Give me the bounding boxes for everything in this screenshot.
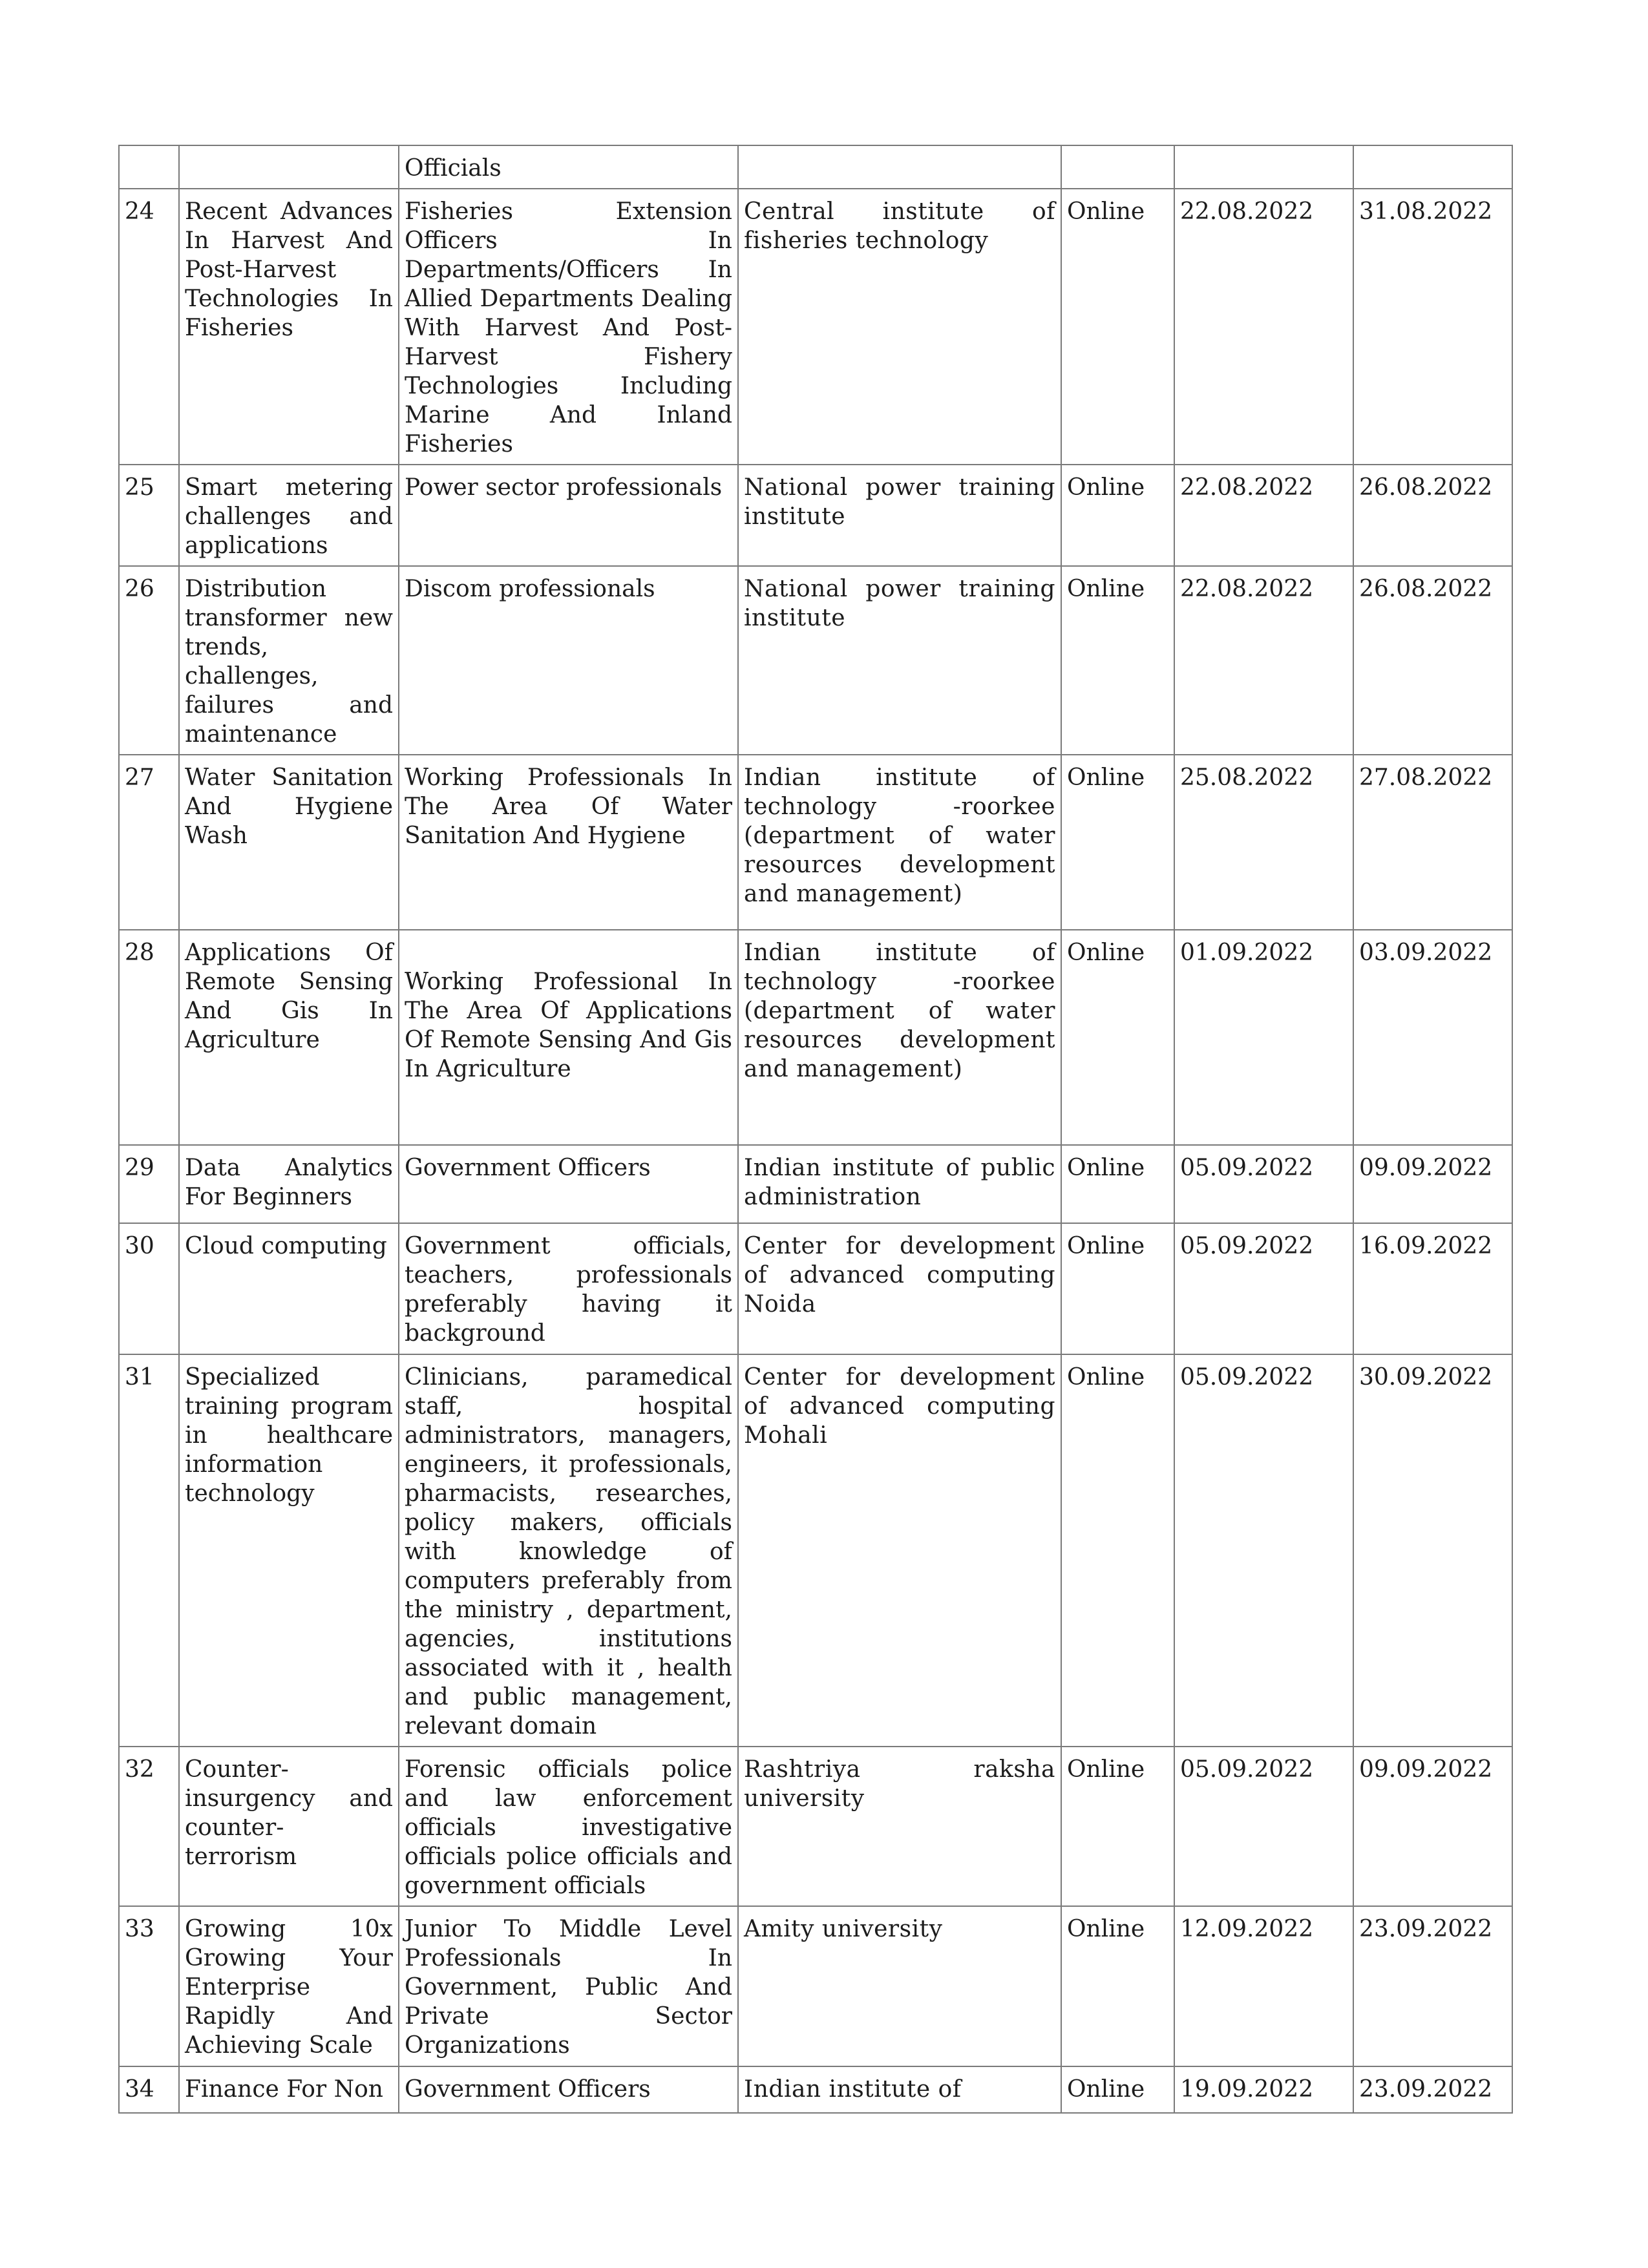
end-date-cell: 26.08.2022 — [1353, 566, 1512, 755]
mode-cell: Online — [1061, 1747, 1174, 1906]
mode-cell: Online — [1061, 189, 1174, 465]
end-date-cell: 30.09.2022 — [1353, 1354, 1512, 1747]
table-row — [119, 2066, 1512, 2113]
serial-number-cell — [119, 145, 179, 189]
start-date-cell: 05.09.2022 — [1174, 1223, 1353, 1354]
serial-number-cell: 32 — [119, 1747, 179, 1906]
mode-cell: Online — [1061, 2066, 1174, 2113]
target-group-cell: Officials — [399, 145, 738, 189]
start-date-cell: 01.09.2022 — [1174, 930, 1353, 1145]
course-title-cell: Counter-insurgency and counter-terrorism — [179, 1747, 399, 1906]
serial-number-cell: 24 — [119, 189, 179, 465]
serial-number-cell: 28 — [119, 930, 179, 1145]
mode-cell: Online — [1061, 1354, 1174, 1747]
start-date-cell: 05.09.2022 — [1174, 1354, 1353, 1747]
end-date-cell: 09.09.2022 — [1353, 1747, 1512, 1906]
table-row — [119, 1906, 1512, 2066]
serial-number-cell: 33 — [119, 1906, 179, 2066]
target-group-cell: Working Professionals In The Area Of Water Sanitation And Hygiene — [399, 755, 738, 930]
course-title-cell: Distribution transformer new trends, challenges, failures and maintenance — [179, 566, 399, 755]
serial-number-cell: 34 — [119, 2066, 179, 2113]
course-title-cell — [179, 145, 399, 189]
table-row — [119, 930, 1512, 1145]
course-title-cell: Recent Advances In Harvest And Post-Harvest Technologies In Fisheries — [179, 189, 399, 465]
target-group-cell: Forensic officials police and law enforcement officials investigative officials police officials and government officials — [399, 1747, 738, 1906]
end-date-cell: 31.08.2022 — [1353, 189, 1512, 465]
end-date-cell — [1353, 145, 1512, 189]
mode-cell: Online — [1061, 930, 1174, 1145]
end-date-cell: 03.09.2022 — [1353, 930, 1512, 1145]
course-title-cell: Specialized training program in healthcare information technology — [179, 1354, 399, 1747]
start-date-cell: 22.08.2022 — [1174, 189, 1353, 465]
institute-cell: Rashtriya raksha university — [738, 1747, 1061, 1906]
serial-number-cell: 27 — [119, 755, 179, 930]
serial-number-cell: 26 — [119, 566, 179, 755]
end-date-cell: 23.09.2022 — [1353, 2066, 1512, 2113]
table-row — [119, 189, 1512, 465]
course-title-cell: Applications Of Remote Sensing And Gis In Agriculture — [179, 930, 399, 1145]
course-title-cell: Finance For Non — [179, 2066, 399, 2113]
end-date-cell: 23.09.2022 — [1353, 1906, 1512, 2066]
course-title-cell: Data Analytics For Beginners — [179, 1145, 399, 1223]
institute-cell: Amity university — [738, 1906, 1061, 2066]
start-date-cell: 05.09.2022 — [1174, 1747, 1353, 1906]
institute-cell: Center for development of advanced computing Mohali — [738, 1354, 1061, 1747]
target-group-cell: Government officials, teachers, professionals preferably having it background — [399, 1223, 738, 1354]
table-row — [119, 1747, 1512, 1906]
mode-cell: Online — [1061, 1906, 1174, 2066]
table-row — [119, 1223, 1512, 1354]
mode-cell: Online — [1061, 566, 1174, 755]
serial-number-cell: 30 — [119, 1223, 179, 1354]
institute-cell: Indian institute of — [738, 2066, 1061, 2113]
serial-number-cell: 29 — [119, 1145, 179, 1223]
institute-cell: Center for development of advanced computing Noida — [738, 1223, 1061, 1354]
mode-cell: Online — [1061, 465, 1174, 566]
target-group-cell: Fisheries Extension Officers In Departments/Officers In Allied Departments Dealing With Harvest And Post-Harvest Fishery Technologies Including Marine And Inland Fisheries — [399, 189, 738, 465]
table-row — [119, 465, 1512, 566]
institute-cell: Indian institute of public administration — [738, 1145, 1061, 1223]
table-row — [119, 755, 1512, 930]
institute-cell: National power training institute — [738, 465, 1061, 566]
mode-cell: Online — [1061, 755, 1174, 930]
start-date-cell: 12.09.2022 — [1174, 1906, 1353, 2066]
serial-number-cell: 25 — [119, 465, 179, 566]
start-date-cell — [1174, 145, 1353, 189]
institute-cell: Indian institute of technology -roorkee (department of water resources development and management) — [738, 930, 1061, 1145]
table-row — [119, 1354, 1512, 1747]
institute-cell: Indian institute of technology -roorkee (department of water resources development and management) — [738, 755, 1061, 930]
end-date-cell: 16.09.2022 — [1353, 1223, 1512, 1354]
start-date-cell: 25.08.2022 — [1174, 755, 1353, 930]
course-title-cell: Water Sanitation And Hygiene Wash — [179, 755, 399, 930]
course-title-cell: Cloud computing — [179, 1223, 399, 1354]
serial-number-cell: 31 — [119, 1354, 179, 1747]
course-title-cell: Growing 10x Growing Your Enterprise Rapidly And Achieving Scale — [179, 1906, 399, 2066]
target-group-cell: Discom professionals — [399, 566, 738, 755]
table-row — [119, 145, 1512, 189]
end-date-cell: 26.08.2022 — [1353, 465, 1512, 566]
mode-cell: Online — [1061, 1223, 1174, 1354]
course-title-cell: Smart metering challenges and applications — [179, 465, 399, 566]
start-date-cell: 22.08.2022 — [1174, 465, 1353, 566]
table-row — [119, 1145, 1512, 1223]
target-group-cell: Working Professional In The Area Of Applications Of Remote Sensing And Gis In Agriculture — [399, 930, 738, 1145]
mode-cell — [1061, 145, 1174, 189]
target-group-cell: Government Officers — [399, 2066, 738, 2113]
institute-cell: Central institute of fisheries technology — [738, 189, 1061, 465]
target-group-cell: Junior To Middle Level Professionals In Government, Public And Private Sector Organizations — [399, 1906, 738, 2066]
end-date-cell: 09.09.2022 — [1353, 1145, 1512, 1223]
start-date-cell: 22.08.2022 — [1174, 566, 1353, 755]
target-group-cell: Government Officers — [399, 1145, 738, 1223]
mode-cell: Online — [1061, 1145, 1174, 1223]
institute-cell: National power training institute — [738, 566, 1061, 755]
end-date-cell: 27.08.2022 — [1353, 755, 1512, 930]
target-group-cell: Clinicians, paramedical staff, hospital administrators, managers, engineers, it professionals, pharmacists, researches, policy makers, officials with knowledge of computers preferably from the ministry , department, agencies, institutions associated with it , health and public management, relevant domain — [399, 1354, 738, 1747]
training-programs-table — [118, 145, 1513, 2114]
table-row — [119, 566, 1512, 755]
start-date-cell: 05.09.2022 — [1174, 1145, 1353, 1223]
start-date-cell: 19.09.2022 — [1174, 2066, 1353, 2113]
target-group-cell: Power sector professionals — [399, 465, 738, 566]
institute-cell — [738, 145, 1061, 189]
